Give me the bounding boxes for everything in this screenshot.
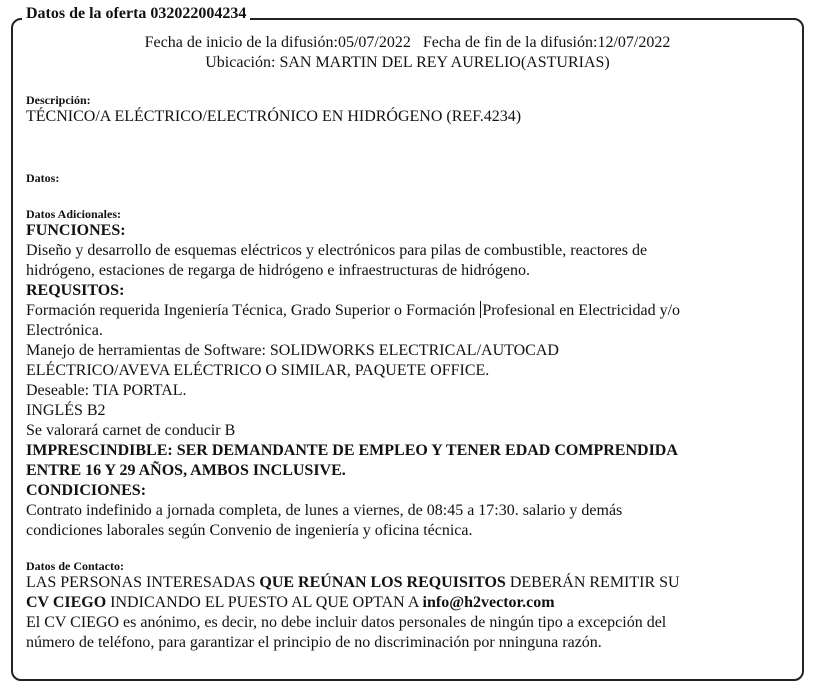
contact-text: INDICANDO EL PUESTO AL QUE OPTAN A <box>106 594 423 611</box>
contact-line <box>26 573 796 593</box>
location-line: Ubicación: SAN MARTIN DEL REY AURELIO(ASTURIAS) <box>205 54 610 71</box>
spacer <box>26 127 796 171</box>
contact-line: El CV CIEGO es anónimo, es decir, no debe incluir datos personales de ningún tipo a excepción del <box>26 614 667 631</box>
requisitos-line: Deseable: TIA PORTAL. <box>26 382 187 399</box>
description-text: TÉCNICO/A ELÉCTRICO/ELECTRÓNICO EN HIDRÓGENO (REF.4234) <box>26 108 522 125</box>
requisitos-line: Electrónica. <box>26 322 103 339</box>
contact-email: info@h2vector.com <box>422 594 555 611</box>
condiciones-line: condiciones laborales según Convenio de ingeniería y oficina técnica. <box>26 522 473 539</box>
contact-line <box>26 593 796 613</box>
datos-label: Datos: <box>26 171 60 185</box>
requisitos-line: Se valorará carnet de conducir B <box>26 422 236 439</box>
dates-line: Fecha de inicio de la difusión:05/07/2022 Fecha de fin de la difusión:12/07/2022 <box>144 34 671 51</box>
condiciones-line: Contrato indefinido a jornada completa, de lunes a viernes, de 08:45 a 17:30. salario y demás <box>26 502 623 519</box>
requisitos-text: Formación requerida Ingeniería Técnica, Grado Superior o Formación <box>26 302 480 319</box>
contact-text: LAS PERSONAS INTERESADAS <box>26 574 260 591</box>
contact-label: Datos de Contacto: <box>26 559 124 573</box>
requisitos-text: Profesional en Electricidad y/o <box>482 302 681 319</box>
requisitos-heading: REQUSITOS: <box>26 282 125 299</box>
contact-line: número de teléfono, para garantizar el principio de no discriminación por nninguna razón. <box>26 634 602 651</box>
spacer <box>26 541 796 559</box>
funciones-heading: FUNCIONES: <box>26 222 126 239</box>
requisitos-line <box>26 301 796 321</box>
spacer <box>26 185 796 207</box>
additional-label: Datos Adicionales: <box>26 207 122 221</box>
condiciones-heading: CONDICIONES: <box>26 482 147 499</box>
imprescindible-line: IMPRESCINDIBLE: SER DEMANDANTE DE EMPLEO Y TENER EDAD COMPRENDIDA <box>26 442 678 459</box>
offer-header <box>11 33 804 73</box>
imprescindible-line: ENTRE 16 Y 29 AÑOS, AMBOS INCLUSIVE. <box>26 462 346 479</box>
funciones-line: hidrógeno, estaciones de regarga de hidrógeno e infraestructuras de hidrógeno. <box>26 262 530 279</box>
requisitos-line: ELÉCTRICO/AVEVA ELÉCTRICO O SIMILAR, PAQUETE OFFICE. <box>26 362 490 379</box>
requisitos-line: Manejo de herramientas de Software: SOLIDWORKS ELECTRICAL/AUTOCAD <box>26 342 559 359</box>
description-label: Descripción: <box>26 93 91 107</box>
offer-content <box>26 93 796 653</box>
contact-emphasis: QUE REÚNAN LOS REQUISITOS <box>259 574 506 591</box>
contact-text: DEBERÁN REMITIR SU <box>505 574 680 591</box>
funciones-line: Diseño y desarrollo de esquemas eléctricos y electrónicos para pilas de combustible, reactores de <box>26 242 648 259</box>
offer-title: Datos de la oferta 032022004234 <box>22 4 250 24</box>
contact-emphasis: CV CIEGO <box>26 594 107 611</box>
requisitos-line: INGLÉS B2 <box>26 402 106 419</box>
